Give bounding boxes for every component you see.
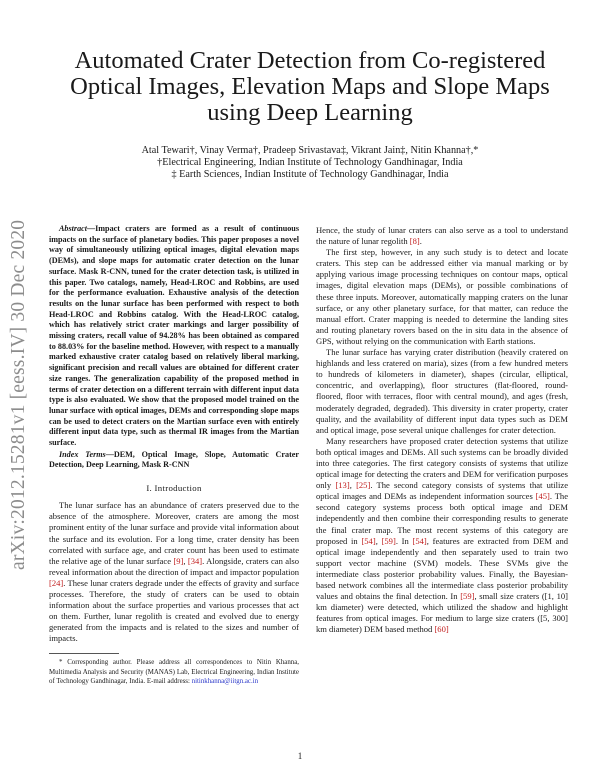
intro-text: , — [183, 555, 188, 566]
citation-link[interactable]: [34] — [187, 555, 203, 566]
citation-link[interactable]: [25] — [356, 480, 371, 491]
email-link[interactable]: nitinkhanna@iitgn.ac.in — [191, 677, 259, 685]
intro-text: The lunar surface has an abundance of craters preserved due to the absence of the atmosphere. Moreover, craters are among the most prominent entity of the lunar surface and provide vital information about the surface and its evolution. For a long time, crater density has been correlated with surface age, and crater count has been used to estimate the relative age of the lunar surface — [49, 500, 299, 566]
title-line: using Deep Learning — [207, 99, 413, 126]
arxiv-identifier: arXiv:2012.15281v1 [eess.IV] 30 Dec 2020 — [8, 219, 29, 570]
title-line: Automated Crater Detection from Co-registered — [74, 47, 546, 74]
intro-paragraph-4: The lunar surface has varying crater distribution (heavily cratered on highlands and less cratered on maria), sizes (from a few hundred meters to hundreds of kilometers in diameter), shapes (circular, elliptical, concentric, and overlapping), floor structures (flat-floored, round-floored, floor with terraces, floor with central mound), and ages (fresh, moderately degraded, degraded). This diversity in crater property, crater quality, and the availability of different input data types such as DEM and optical image, pose several unique challenges for crater detection. — [316, 347, 568, 435]
affiliation-es: ‡ Earth Sciences, Indian Institute of Technology Gandhinagar, India — [171, 169, 449, 180]
citation-link[interactable]: [60] — [434, 624, 449, 635]
index-terms — [49, 450, 299, 471]
intro-text: . Alongside, craters can also reveal information about the direction of impact and impactor population — [49, 555, 299, 577]
body-text: , — [349, 480, 357, 491]
footnote-text: * Corresponding author. Please address all correspondences to Nitin Khanna, Multimedia Analysis and Security (MANAS) Lab, Electrical Engineering, Indian Institute of Technology Gandhinagar, India. E-mail address: — [49, 659, 299, 685]
intro-paragraph-3: The first step, however, in any such study is to detect and locate craters. This step can be addressed either via manual marking or by applying various image processing techniques on contour maps, optical images, digital elevation maps (DEMs), or possible combinations of these three inputs. Moreover, automatically mapping craters on the lunar surface, or any other planetary surface, for that matter, can reduce the manual effort. Crater mapping is needed to determine the landing sites and routing planetary rovers based on the in situ data in the absence of GPS, without relying on the communication with Earth stations. — [316, 247, 568, 346]
citation-link[interactable]: [59] — [381, 535, 396, 546]
author-names: Atal Tewari†, Vinay Verma†, Pradeep Srivastava‡, Vikrant Jain‡, Nitin Khanna†,* — [141, 145, 479, 156]
citation-link[interactable]: [8] — [409, 236, 420, 247]
title-line: Optical Images, Elevation Maps and Slope Maps — [70, 73, 550, 100]
body-text: Hence, the study of lunar craters can also serve as a tool to understand the nature of lunar regolith — [316, 225, 568, 247]
author-block — [40, 145, 580, 181]
right-column — [316, 225, 568, 635]
body-text: . The second category consists of systems that utilize optical images and DEMs as independent information sources — [316, 480, 568, 502]
citation-link[interactable]: [24] — [49, 577, 64, 588]
left-column — [49, 224, 299, 686]
citation-link[interactable]: [45] — [535, 491, 550, 502]
intro-paragraph-5 — [316, 436, 568, 636]
body-text: . The second category systems process both optical image and DEM independently and then combine their corresponding results to generate the final crater map. The most recent systems of this category are proposed in — [316, 491, 568, 546]
intro-text: . These lunar craters degrade under the effects of gravity and surface processes. Therefore, the study of craters can be used to obtain information about the surface properties and various processes that act on them. Further, lunar regolith is created and evolved due to energy generated from the impacts and is related to the sizes and number of impacts. — [49, 577, 299, 644]
body-text: . In — [395, 535, 413, 546]
body-text: , features are extracted from DEM and optical image independently and then separately used to train two support vector machine (SVM) models. These SVMs give the intermediate class posterior probability values. Finally, the Bayesian-based network combines all the intermediate class posterior probability values and obtains the final detection. In — [316, 535, 569, 602]
abstract — [49, 224, 299, 449]
citation-link[interactable]: [13] — [335, 480, 350, 491]
body-text: , small size craters ([1, 10] km diameter) were detected, which utilized the shadow and highlight features from optical images. For medium to large size craters ([5, 300] km diameter) DEM based method — [316, 591, 568, 635]
index-terms-label: Index Terms — [59, 449, 106, 459]
intro-paragraph-1 — [49, 500, 299, 644]
abstract-text: —Impact craters are formed as a result of continuous impacts on the surface of planetary bodies. This paper proposes a novel way of simultaneously utilizing optical images, digital elevation maps (DEMs), and slope maps for automatic crater detection on the lunar surface. Mask R-CNN, tuned for the crater detection task, is utilized in this paper. Two catalogs, namely, Head-LROC and Robbins, are used for the performance evaluation. Exhaustive analysis of the detection results on the lunar surface has been performed with respect to both Head-LROC and Robbins catalog. With the Head-LROC catalog, which has relatively strict crater markings and larger possibility of missing craters, recall value of 94.28% has been obtained as compared to 88.03% for the baseline method. However, with respect to a manually marked exhaustive crater catalog based on relatively liberal marking, significant precision and recall values are obtained for different crater size ranges. The generalization capability of the proposed method in terms of crater detection on a different terrain with different input data type is also evaluated. We show that the proposed model trained on the lunar surface with optical images, DEMs and corresponding slope maps can be used to detect craters on the Martian surface even with entirely different input data type, such as thermal IR images from the Martian surface. — [49, 224, 299, 448]
page-number: 1 — [297, 751, 303, 761]
affiliation-ee: †Electrical Engineering, Indian Institute of Technology Gandhinagar, India — [157, 157, 463, 168]
citation-link[interactable]: [54] — [412, 535, 427, 546]
citation-link[interactable]: [9] — [173, 555, 184, 566]
corresponding-author-footnote — [49, 658, 299, 685]
abstract-label: Abstract — [59, 224, 87, 233]
body-text: , — [375, 535, 382, 546]
body-text: Many researchers have proposed crater detection systems that utilize both optical images and DEMs. All such systems can be broadly divided into three categories. The first category consists of systems that utilize optical image for detecting the craters and DEM for verification purposes only — [316, 435, 568, 491]
citation-link[interactable]: [59] — [460, 591, 475, 602]
paper-title — [40, 48, 580, 126]
footnote-divider — [49, 653, 119, 654]
citation-link[interactable]: [54] — [361, 535, 376, 546]
index-terms-text: —DEM, Optical Image, Slope, Automatic Crater Detection, Deep Learning, Mask R-CNN — [49, 449, 299, 470]
intro-paragraph-2 — [316, 225, 568, 247]
section-heading-introduction: I. Introduction — [146, 483, 202, 494]
body-text: . — [419, 236, 422, 247]
